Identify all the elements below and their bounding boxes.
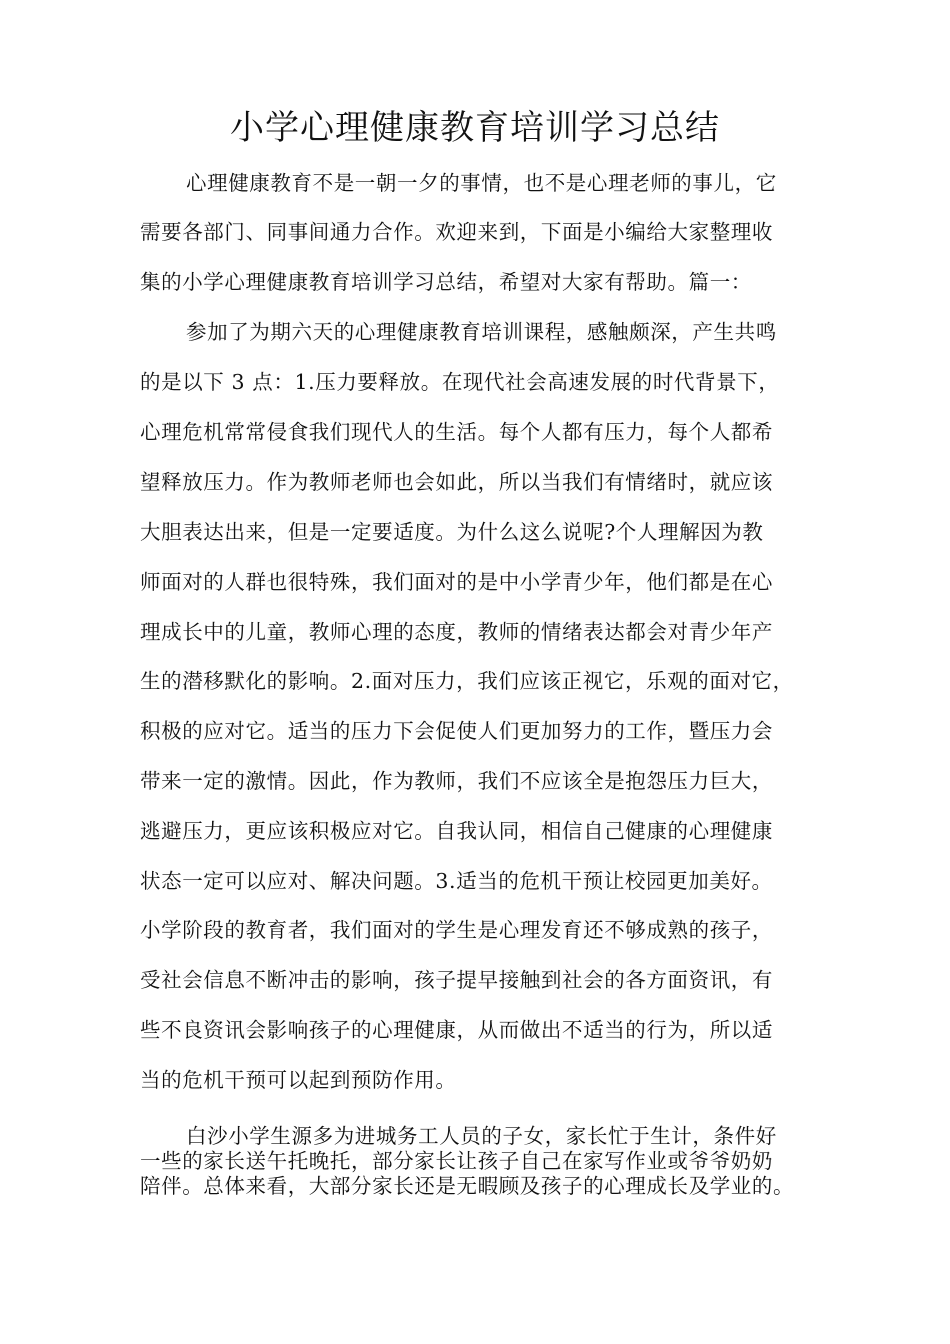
paragraph-2-line-8: 生的潜移默化的影响。2.面对压力，我们应该正视它，乐观的面对它， (140, 669, 794, 693)
paragraph-3-line-1: 白沙小学生源多为进城务工人员的子女，家长忙于生计，条件好 (186, 1124, 777, 1148)
paragraph-2-line-15: 些不良资讯会影响孩子的心理健康，从而做出不适当的行为，所以适 (140, 1018, 773, 1042)
paragraph-2-line-7: 理成长中的儿童，教师心理的态度，教师的情绪表达都会对青少年产 (140, 620, 773, 644)
document-title: 小学心理健康教育培训学习总结 (230, 108, 720, 148)
paragraph-2-line-5: 大胆表达出来，但是一定要适度。为什么这么说呢?个人理解因为教 (140, 520, 764, 544)
paragraph-1-line-3: 集的小学心理健康教育培训学习总结，希望对大家有帮助。篇一： (140, 270, 752, 294)
paragraph-2-line-10: 带来一定的激情。因此，作为教师，我们不应该全是抱怨压力巨大， (140, 769, 773, 793)
paragraph-2-line-4: 望释放压力。作为教师老师也会如此，所以当我们有情绪时，就应该 (140, 470, 773, 494)
paragraph-2-line-6: 师面对的人群也很特殊，我们面对的是中小学青少年，他们都是在心 (140, 570, 773, 594)
paragraph-2-line-14: 受社会信息不断冲击的影响，孩子提早接触到社会的各方面资讯，有 (140, 968, 773, 992)
paragraph-1-line-1: 心理健康教育不是一朝一夕的事情，也不是心理老师的事儿，它 (186, 171, 777, 195)
paragraph-3-line-3: 陪伴。总体来看，大部分家长还是无暇顾及孩子的心理成长及学业的。 (140, 1174, 795, 1198)
paragraph-2-line-13: 小学阶段的教育者，我们面对的学生是心理发育还不够成熟的孩子， (140, 918, 773, 942)
paragraph-2-line-11: 逃避压力，更应该积极应对它。自我认同，相信自己健康的心理健康 (140, 819, 773, 843)
paragraph-2-line-12: 状态一定可以应对、解决问题。3.适当的危机干预让校园更加美好。 (140, 869, 773, 893)
paragraph-3-line-2: 一些的家长送午托晚托，部分家长让孩子自己在家写作业或爷爷奶奶 (140, 1149, 773, 1173)
paragraph-2-line-3: 心理危机常常侵食我们现代人的生活。每个人都有压力，每个人都希 (140, 420, 773, 444)
paragraph-2-line-2: 的是以下 3 点：1.压力要释放。在现代社会高速发展的时代背景下， (140, 370, 780, 394)
paragraph-2-line-1: 参加了为期六天的心理健康教育培训课程，感触颇深，产生共鸣 (186, 320, 777, 344)
paragraph-1-line-2: 需要各部门、同事间通力合作。欢迎来到，下面是小编给大家整理收 (140, 220, 773, 244)
paragraph-2-line-16: 当的危机干预可以起到预防作用。 (140, 1068, 457, 1092)
paragraph-2-line-9: 积极的应对它。适当的压力下会促使人们更加努力的工作，暨压力会 (140, 719, 773, 743)
